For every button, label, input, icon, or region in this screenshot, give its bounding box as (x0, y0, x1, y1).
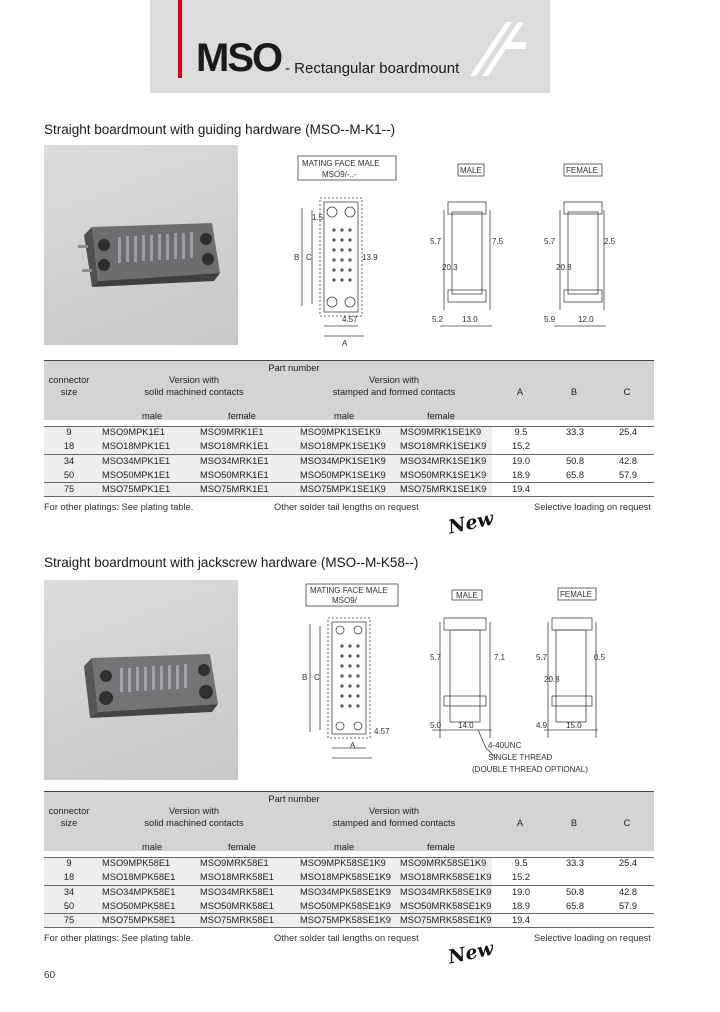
note-selective-loading: Selective loading on request (534, 933, 651, 943)
brand-title: MSO (196, 36, 282, 80)
drawing-label-female: FEMALE (566, 166, 599, 175)
dim-1: 1.5 (312, 213, 324, 222)
cell-stamped-female: MSO9MRK1SE1K9 (400, 427, 482, 437)
cell-machined-male: MSO18MPK1E1 (102, 441, 171, 451)
cell-c: 25.4 (618, 858, 638, 868)
note-solder-tail: Other solder tail lengths on request (274, 933, 419, 943)
row-divider (44, 885, 654, 886)
cell-a: 19.4 (511, 915, 531, 925)
drawing-label-mating-sub: MSO9/-..- (322, 170, 357, 179)
dim-c: C (306, 253, 312, 262)
cell-stamped-male: MSO18MPK1SE1K9 (300, 441, 386, 451)
cell-machined-male: MSO18MPK58E1 (102, 872, 176, 882)
row-divider (44, 496, 654, 497)
cell-stamped-female: MSO34MRK1SE1K9 (400, 456, 487, 466)
cell-size: 50 (63, 901, 75, 911)
cell-size: 18 (63, 872, 75, 882)
cell-machined-male: MSO34MPK58E1 (102, 887, 176, 897)
row-divider (44, 482, 654, 483)
cell-machined-male: MSO9MPK58E1 (102, 858, 171, 868)
dim-c: C (314, 673, 320, 682)
cell-machined-female: MSO9MRK1E1 (200, 427, 264, 437)
product-photo-jackscrew (44, 580, 238, 780)
cell-stamped-male: MSO75MPK58SE1K9 (300, 915, 391, 925)
new-badge: New (446, 937, 496, 969)
header-male: male (142, 842, 163, 852)
dim-a: A (350, 741, 356, 750)
cell-a: 18.9 (511, 901, 531, 911)
cell-machined-male: MSO9MPK1E1 (102, 427, 166, 437)
cell-size: 34 (63, 887, 75, 897)
cell-stamped-female: MSO75MRK1SE1K9 (400, 484, 487, 494)
cell-machined-female: MSO50MRK1E1 (200, 470, 269, 480)
callout-single-thread: SINGLE THREAD (488, 753, 553, 762)
dim-49: 4.9 (536, 721, 548, 730)
dim-457: 4.57 (374, 727, 390, 736)
dim-150: 15.0 (566, 721, 582, 730)
header-version-machined-2: solid machined contacts (144, 387, 244, 397)
dim-208: 20.8 (544, 675, 560, 684)
header-col-c: C (623, 818, 631, 828)
cell-c: 42.8 (618, 456, 638, 466)
cell-a: 15.2 (511, 872, 531, 882)
cell-c: 57.9 (618, 901, 638, 911)
new-badge: New (446, 507, 496, 539)
cell-b: 50.8 (565, 887, 585, 897)
cell-stamped-male: MSO34MPK58SE1K9 (300, 887, 391, 897)
cell-size: 34 (63, 456, 75, 466)
drawing-label-mating-sub: MSO9/ (332, 596, 357, 605)
header-col-b: B (570, 387, 578, 397)
cell-stamped-female: MSO50MRK58SE1K9 (400, 901, 492, 911)
header-connector: connector (48, 806, 90, 816)
cell-a: 19.4 (511, 484, 531, 494)
part-table-guiding (44, 360, 654, 500)
dim-140: 14.0 (458, 721, 474, 730)
cell-machined-female: MSO34MRK1E1 (200, 456, 269, 466)
technical-drawing-guiding (282, 150, 622, 350)
header-size: size (60, 387, 78, 397)
note-selective-loading: Selective loading on request (534, 502, 651, 512)
callout-double-thread: (DOUBLE THREAD OPTIONAL) (472, 765, 588, 774)
technical-drawing-jackscrew (282, 582, 622, 782)
cell-a: 9.5 (514, 858, 528, 868)
row-divider (44, 913, 654, 914)
header-part-number: Part number (268, 794, 320, 804)
cell-size: 9 (66, 427, 72, 437)
section-title-jackscrew: Straight boardmount with jackscrew hardware (MSO--M-K58--) (44, 555, 419, 570)
cell-machined-female: MSO34MRK58E1 (200, 887, 274, 897)
cell-a: 9.5 (514, 427, 528, 437)
cell-stamped-female: MSO75MRK58SE1K9 (400, 915, 492, 925)
cell-stamped-male: MSO75MPK1SE1K9 (300, 484, 386, 494)
cell-machined-male: MSO75MPK1E1 (102, 484, 171, 494)
cell-stamped-male: MSO9MPK58SE1K9 (300, 858, 386, 868)
header-connector: connector (48, 375, 90, 385)
header-female: female (228, 411, 256, 421)
header-female-2: female (427, 411, 455, 421)
arrow-logo-icon (468, 14, 528, 80)
cell-stamped-female: MSO34MRK58SE1K9 (400, 887, 492, 897)
dim-203: 20.3 (442, 263, 458, 272)
header-version-stamped-1: Version with (368, 375, 420, 385)
header-col-c: C (623, 387, 631, 397)
dim-57b: 5.7 (536, 653, 548, 662)
dim-57a: 5.7 (430, 237, 442, 246)
dim-b: B (294, 253, 300, 262)
cell-b: 65.8 (565, 470, 585, 480)
cell-machined-female: MSO9MRK58E1 (200, 858, 269, 868)
dim-120: 12.0 (578, 315, 594, 324)
connector-photo-illustration (44, 145, 238, 345)
header-version-stamped-1: Version with (368, 806, 420, 816)
header-version-machined-1: Version with (168, 806, 220, 816)
dim-57b: 5.7 (544, 237, 556, 246)
cell-a: 15.2 (511, 441, 531, 451)
note-plating: For other platings: See plating table. (44, 502, 194, 512)
header-male-2: male (334, 842, 355, 852)
row-divider (44, 927, 654, 928)
drawing-label-female: FEMALE (560, 590, 593, 599)
cell-c: 42.8 (618, 887, 638, 897)
header-female-2: female (427, 842, 455, 852)
cell-machined-female: MSO75MRK58E1 (200, 915, 274, 925)
header-accent-bar (178, 0, 182, 78)
dim-50: 5.0 (430, 721, 442, 730)
header-col-b: B (570, 818, 578, 828)
dim-57a: 5.7 (430, 653, 442, 662)
cell-stamped-male: MSO50MPK1SE1K9 (300, 470, 386, 480)
dim-71: 7.1 (494, 653, 506, 662)
note-plating: For other platings: See plating table. (44, 933, 194, 943)
header-col-a: A (516, 387, 524, 397)
drawing-label-mating-face: MATING FACE MALE (310, 586, 388, 595)
cell-a: 19.0 (511, 456, 531, 466)
cell-stamped-male: MSO50MPK58SE1K9 (300, 901, 391, 911)
cell-stamped-male: MSO34MPK1SE1K9 (300, 456, 386, 466)
dim-139: 13.9 (362, 253, 378, 262)
cell-machined-male: MSO34MPK1E1 (102, 456, 171, 466)
header-version-machined-1: Version with (168, 375, 220, 385)
header-size: size (60, 818, 78, 828)
cell-stamped-female: MSO9MRK58SE1K9 (400, 858, 487, 868)
header-col-a: A (516, 818, 524, 828)
cell-b: 33.3 (565, 427, 585, 437)
cell-c: 25.4 (618, 427, 638, 437)
cell-size: 75 (63, 484, 75, 494)
cell-b: 50.8 (565, 456, 585, 466)
cell-machined-female: MSO50MRK58E1 (200, 901, 274, 911)
cell-a: 19.0 (511, 887, 531, 897)
header-male-2: male (334, 411, 355, 421)
header-version-machined-2: solid machined contacts (144, 818, 244, 828)
dim-52: 5.2 (432, 315, 444, 324)
dim-457: 4.57 (342, 315, 358, 324)
dim-a: A (342, 339, 348, 348)
cell-b: 65.8 (565, 901, 585, 911)
row-divider (44, 454, 654, 455)
cell-machined-male: MSO50MPK1E1 (102, 470, 171, 480)
cell-size: 75 (63, 915, 75, 925)
brand-subtitle: - Rectangular boardmount (285, 60, 460, 77)
callout-thread: 4-40UNC (488, 741, 522, 750)
dim-130: 13.0 (462, 315, 478, 324)
cell-stamped-female: MSO50MRK1SE1K9 (400, 470, 487, 480)
cell-stamped-male: MSO9MPK1SE1K9 (300, 427, 381, 437)
cell-machined-female: MSO75MRK1E1 (200, 484, 269, 494)
cell-b: 33.3 (565, 858, 585, 868)
cell-size: 50 (63, 470, 75, 480)
cell-a: 18.9 (511, 470, 531, 480)
dim-b: B (302, 673, 308, 682)
cell-machined-male: MSO75MPK58E1 (102, 915, 176, 925)
drawing-label-male: MALE (456, 591, 478, 600)
page-number: 60 (44, 970, 56, 981)
cell-machined-female: MSO18MRK58E1 (200, 872, 274, 882)
product-photo-guiding (44, 145, 238, 345)
cell-size: 18 (63, 441, 75, 451)
cell-machined-male: MSO50MPK58E1 (102, 901, 176, 911)
cell-stamped-female: MSO18MRK58SE1K9 (400, 872, 492, 882)
cell-stamped-male: MSO18MPK58SE1K9 (300, 872, 391, 882)
dim-59: 5.9 (544, 315, 556, 324)
header-version-stamped-2: stamped and formed contacts (332, 818, 456, 828)
cell-machined-female: MSO18MRK1E1 (200, 441, 269, 451)
part-table-jackscrew (44, 791, 654, 931)
header-female: female (228, 842, 256, 852)
dim-25: 2.5 (604, 237, 616, 246)
drawing-label-male: MALE (460, 166, 482, 175)
header-part-number: Part number (268, 363, 320, 373)
note-solder-tail: Other solder tail lengths on request (274, 502, 419, 512)
connector-photo-illustration (44, 580, 238, 780)
header-male: male (142, 411, 163, 421)
cell-stamped-female: MSO18MRK1SE1K9 (400, 441, 487, 451)
cell-size: 9 (66, 858, 72, 868)
drawing-label-mating-face: MATING FACE MALE (302, 159, 380, 168)
cell-c: 57.9 (618, 470, 638, 480)
dim-05: 0.5 (594, 653, 606, 662)
dim-75: 7.5 (492, 237, 504, 246)
dim-208: 20.8 (556, 263, 572, 272)
header-version-stamped-2: stamped and formed contacts (332, 387, 456, 397)
section-title-guiding: Straight boardmount with guiding hardware (MSO--M-K1--) (44, 122, 396, 137)
